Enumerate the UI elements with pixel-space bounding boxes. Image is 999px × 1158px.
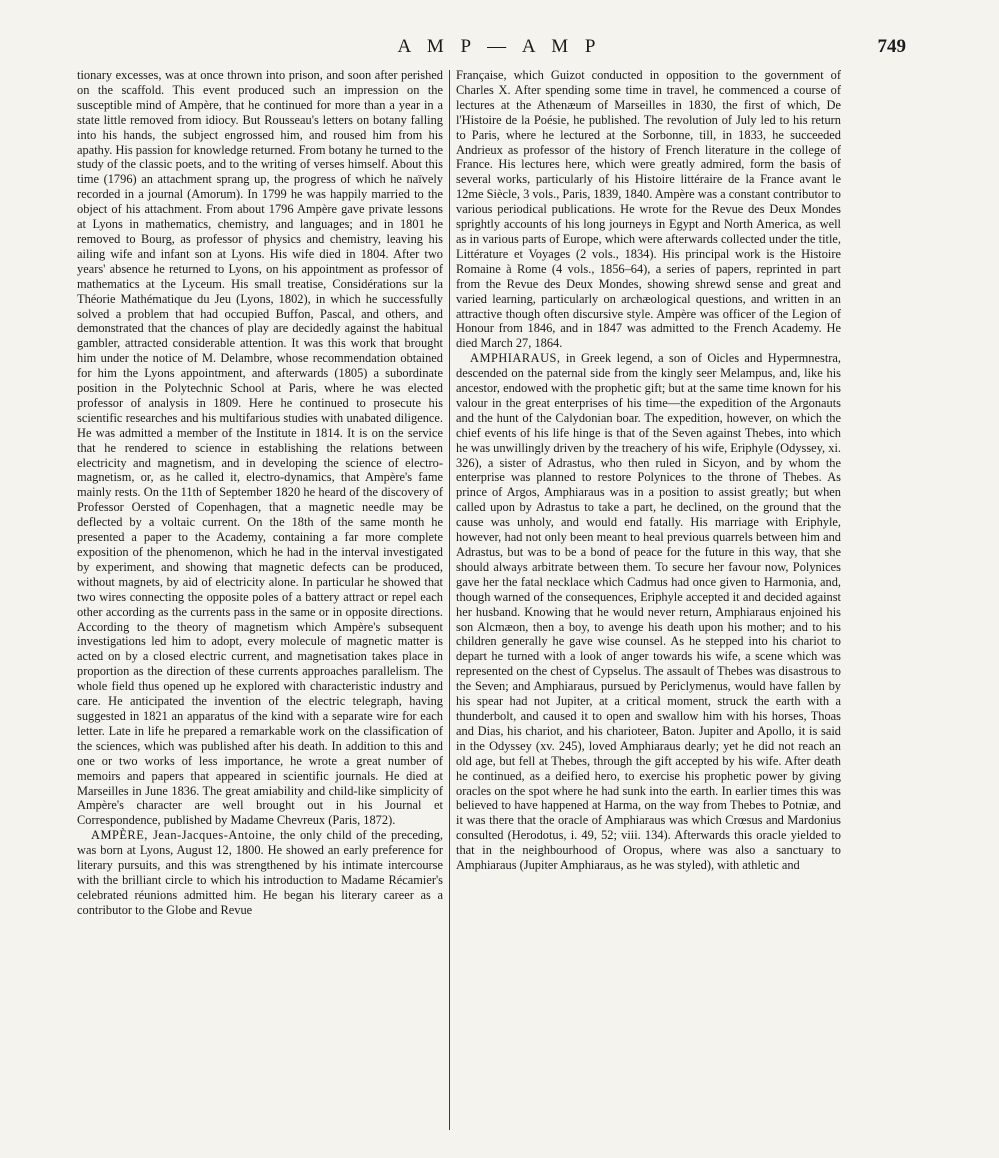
ampere-entry-continued: Française, which Guizot conducted in opposition to the government of Charles X. After spending some time in travel, he commenced a course of lectures at the Athenæum of Marseilles in 1830, the first of which, De l'Histoire de la Poésie, he published. The revolution of July led to his return to Paris, where he lectured at the Sorbonne, till, in 1833, he succeeded Andrieux as professor of the history of French literature in the college of France. His lectures here, which were greatly admired, form the basis of several works, particularly of his Histoire littéraire de la France avant le 12me Siècle, 3 vols., Paris, 1839, 1840. Ampère was a constant contributor to various periodical publications. He wrote for the Revue des Deux Mondes sprightly accounts of his long journeys in Egypt and North America, as well as in various parts of Europe, which were afterwards collected under the title, Littérature et Voyages (2 vols., 1834). His principal work is the Histoire Romaine à Rome (4 vols., 1856–64), a series of papers, reprinted in part from the Revue des Deux Mondes, showing shrewd sense and great and varied learning, particularly on archæological questions, and written in an attractive though often discursive style. Ampère was officer of the Legion of Honour from 1846, and in 1847 was admitted to the French Academy. He died March 27, 1864. bbox=[456, 68, 841, 351]
entry-headword: AMPÈRE, Jean-Jacques-Antoine, bbox=[91, 828, 276, 843]
left-column bbox=[77, 68, 443, 1138]
ampere-paragraph-continued: tionary excesses, was at once thrown into prison, and soon after perished on the scaffold. This event produced such an impression on the susceptible mind of Ampère, that he continued for more than a year in a state little removed from idiocy. But Rousseau's letters on botany falling into his hands, the subject engrossed him, and roused him from his apathy. His passion for knowledge returned. From botany he turned to the study of the classic poets, and to the writing of verses himself. About this time (1796) an attachment sprang up, the progress of which he naïvely recorded in a journal (Amorum). In 1799 he was happily married to the object of his attachment. From about 1796 Ampère gave private lessons at Lyons in mathematics, chemistry, and languages; and in 1801 he removed to Bourg, as professor of physics and chemistry, leaving his ailing wife and infant son at Lyons. His wife died in 1804. After two years' absence he returned to Lyons, on his appointment as professor of mathematics at the Lyceum. His small treatise, Considérations sur la Théorie Mathématique du Jeu (Lyons, 1802), in which he successfully solved a problem that had occupied Buffon, Pascal, and others, and demonstrated that the chances of play are decidedly against the habitual gambler, attracted considerable attention. It was this work that brought him under the notice of M. Delambre, whose recommendation obtained for him the Lyons appointment, and afterwards (1805) a subordinate position in the Polytechnic School at Paris, where he was elected professor of analysis in 1809. Here he continued to prosecute his scientific researches and his multifarious studies with unabated diligence. He was admitted a member of the Institute in 1814. It is on the service that he rendered to science in establishing the relations between electricity and magnetism, and in developing the science of electro-magnetism, or, as he called it, electro-dynamics, that Ampère's fame mainly rests. On the 11th of September 1820 he heard of the discovery of Professor Oersted of Copenhagen, that a magnetic needle may be deflected by a voltaic current. On the 18th of the same month he presented a paper to the Academy, containing a far more complete exposition of the phenomenon, which he had in the interval investigated by experiment, and showing that magnetic defects can be produced, without magnets, by aid of electricity alone. In particular he showed that two wires connecting the opposite poles of a battery attract or repel each other according as the currents pass in the same or in opposite directions. According to the theory of magnetism which Ampère's subsequent investigations led him to adopt, every molecule of magnetic matter is acted on by a closed electric current, and magnetisation takes place in proportion as the direction of these currents approaches parallelism. The whole field thus opened up he explored with characteristic industry and care. He anticipated the invention of the electric telegraph, having suggested in 1821 an apparatus of the kind with a separate wire for each letter. Late in life he prepared a remarkable work on the classification of the sciences, which was published after his death. In addition to this and one or two works of less importance, he wrote a great number of memoirs and papers that appeared in scientific journals. He died at Marseilles in June 1836. The great amiability and child-like simplicity of Ampère's character are well brought out in his Journal et Correspondence, published by Madame Chevreux (Paris, 1872). bbox=[77, 68, 443, 828]
page-number: 749 bbox=[877, 36, 906, 57]
right-column bbox=[456, 68, 841, 1138]
entry-text: in Greek legend, a son of Oicles and Hypermnestra, descended on the paternal side from the kingly seer Melampus, and, like his ancestor, endowed with the prophetic gift; but at the same time known for his valour in the great enterprises of his time—the expedition of the Argonauts and the hunt of the Calydonian boar. The expedition, however, on which the chief events of his life hinge is that of the Seven against Thebes, into which he was unwillingly driven by the treachery of his wife, Eriphyle (Odyssey, xi. 326), a sister of Adrastus, who then ruled in Sicyon, and by whom the enterprise was planned to restore Polynices to the throne of Thebes. As prince of Argos, Amphiaraus was in a position to assist greatly; but when called upon by Adrastus to take a part, he declined, on the ground that the cause was unholy, and would end fatally. His marriage with Eriphyle, however, had not only been meant to heal previous quarrels between him and Adrastus, but was to be a bond of peace for the future in this way, that she should always arbitrate between them. To secure her favour now, Polynices gave her the fatal necklace which Cadmus had once given to Harmonia, and, though warned of the consequences, Eriphyle accepted it and decided against her husband. Knowing that he would never return, Amphiaraus enjoined his son Alcmæon, then a boy, to avenge his death upon his mother; and to his children generally he gave wise counsel. As he stepped into his chariot to depart he turned with a look of anger towards his wife, a scene which was represented on the chest of Cypselus. The assault of Thebes was disastrous to the Seven; and Amphiaraus, pursued by Periclymenus, would have fallen by his spear had not Jupiter, at a critical moment, struck the earth with a thunderbolt, and caused it to open and swallow him with his horses, Thoas and Dias, his chariot, and his charioteer, Baton. Jupiter and Apollo, it is said in the Odyssey (xv. 245), loved Amphiaraus dearly; yet he did not reach an old age, but fell at Thebes, through the gift accepted by his wife. After death he continued, as a deified hero, to exercise his prophetic power by giving oracles on the spot where he had sunk into the earth. In earlier times this was believed to have happened at Harma, on the way from Thebes to Potniæ, and it was there that the oracle of Amphiaraus was which Crœsus and Mardonius consulted (Herodotus, i. 49, 52; viii. 134). Afterwards this oracle yielded to that in the neighbourhood of Oropus, where was also a sanctuary to Amphiaraus (Jupiter Amphiaraus, as he was styled), with athletic and bbox=[456, 351, 841, 873]
column-rule bbox=[449, 70, 450, 1130]
ampere-jean-jacques-entry bbox=[77, 828, 443, 917]
amphiaraus-entry bbox=[456, 351, 841, 873]
running-head: A M P — A M P bbox=[397, 36, 602, 57]
entry-text: the only child of the preceding, was born at Lyons, August 12, 1800. He showed an early preference for literary pursuits, and this was strengthened by his intimate intercourse with the brilliant circle to which his introduction to Madame Récamier's celebrated réunions admitted him. He began his literary career as a contributor to the Globe and Revue bbox=[77, 828, 443, 917]
entry-headword: AMPHIARAUS, bbox=[470, 351, 561, 366]
